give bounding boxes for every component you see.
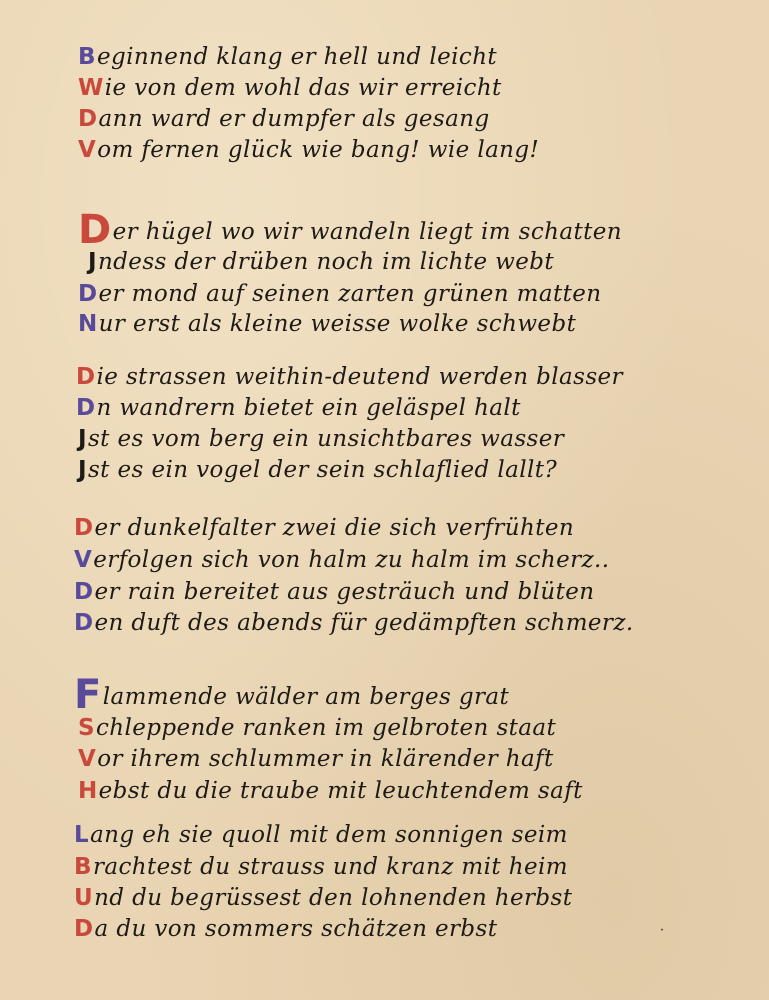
verse-text: ebst du die traube mit leuchtendem saft [98, 778, 583, 804]
colored-initial: N [78, 311, 98, 337]
colored-initial: F [74, 672, 102, 718]
colored-initial: B [78, 44, 96, 70]
verse-text: ang eh sie quoll mit dem sonnigen seim [90, 822, 568, 848]
verse-line [74, 608, 634, 638]
verse-line [78, 279, 602, 309]
verse-text: n wandrern bietet ein geläspel halt [96, 395, 521, 421]
colored-initial: U [74, 885, 94, 911]
verse-line [78, 455, 557, 485]
verse-line [78, 713, 556, 743]
verse-text: ie strassen weithin-deutend werden blasser [96, 364, 623, 390]
colored-initial: L [74, 822, 90, 848]
colored-initial: D [78, 281, 98, 307]
verse-line [76, 362, 623, 392]
verse-line [78, 744, 554, 774]
verse-text: er hügel wo wir wandeln liegt im schatten [112, 219, 622, 245]
verse-line [78, 135, 539, 165]
verse-line [78, 776, 583, 806]
verse-line [78, 73, 502, 103]
verse-text: ur erst als kleine weisse wolke schwebt [98, 311, 577, 337]
verse-text: om fernen glück wie bang! wie lang! [97, 137, 540, 163]
verse-text: ie von dem wohl das wir erreicht [104, 75, 502, 101]
colored-initial: J [88, 249, 97, 275]
verse-text: lammende wälder am berges grat [102, 684, 510, 710]
verse-text: en duft des abends für gedämpften schmerz. [94, 610, 634, 636]
verse-line [78, 104, 490, 134]
verse-text: er rain bereitet aus gesträuch und blüten [94, 579, 595, 605]
verse-line [74, 852, 568, 882]
colored-initial: D [74, 610, 94, 636]
colored-initial: D [78, 106, 98, 132]
verse-line [74, 914, 497, 944]
verse-line [78, 309, 576, 339]
colored-initial: V [78, 137, 97, 163]
verse-line [74, 883, 572, 913]
colored-initial: S [78, 715, 95, 741]
verse-text: er mond auf seinen zarten grünen matten [98, 281, 602, 307]
verse-line [74, 577, 594, 607]
verse-line [78, 207, 622, 253]
verse-text: st es ein vogel der sein schlaflied lallt? [87, 457, 558, 483]
verse-line [74, 820, 568, 850]
verse-text: a du von sommers schätzen erbst [94, 916, 498, 942]
colored-initial: J [78, 426, 87, 452]
verse-text: st es vom berg ein unsichtbares wasser [87, 426, 565, 452]
colored-initial: V [74, 547, 93, 573]
colored-initial: B [74, 854, 92, 880]
colored-initial: V [78, 746, 97, 772]
colored-initial: D [74, 515, 94, 541]
colored-initial: J [78, 457, 87, 483]
verse-line [88, 247, 554, 277]
verse-line [74, 672, 510, 718]
verse-text: er dunkelfalter zwei die sich verfrühten [94, 515, 575, 541]
verse-line [78, 424, 564, 454]
colored-initial: D [76, 395, 96, 421]
verse-line [74, 545, 609, 575]
verse-text: rachtest du strauss und kranz mit heim [92, 854, 568, 880]
verse-text: erfolgen sich von halm zu halm im scherz.. [93, 547, 610, 573]
verse-text: chleppende ranken im gelbroten staat [95, 715, 557, 741]
verse-text: eginnend klang er hell und leicht [96, 44, 498, 70]
colored-initial: D [78, 207, 112, 253]
colored-initial: D [76, 364, 96, 390]
verse-text: ndess der drüben noch im lichte webt [97, 249, 555, 275]
colored-initial: D [74, 579, 94, 605]
verse-text: or ihrem schlummer in klärender haft [97, 746, 554, 772]
colored-initial: W [78, 75, 104, 101]
verse-text: ann ward er dumpfer als gesang [98, 106, 490, 132]
verse-line [74, 513, 574, 543]
colored-initial: H [78, 778, 98, 804]
verse-text: nd du begrüssest den lohnenden herbst [94, 885, 573, 911]
verse-line [76, 393, 521, 423]
ink-speck: ˙ [658, 926, 666, 945]
verse-line [78, 42, 497, 72]
colored-initial: D [74, 916, 94, 942]
